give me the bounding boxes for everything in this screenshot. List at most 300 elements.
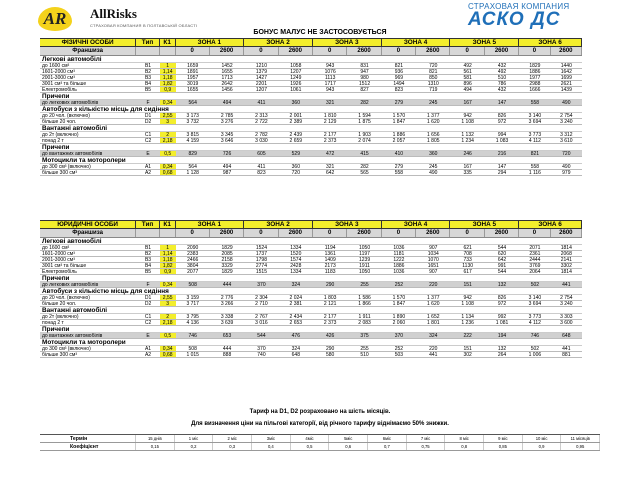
coefficient-value: 0,85	[484, 443, 523, 450]
tariff-value: 1 620	[427, 119, 440, 124]
zone-values	[244, 269, 313, 274]
zone-values	[450, 63, 519, 68]
row-k1: 2,18	[160, 320, 176, 325]
tariff-value: 2 313	[255, 113, 268, 118]
term-value: 2 міс	[213, 435, 252, 442]
tariff-value: 2068	[560, 251, 572, 256]
tariff-value: 827	[360, 87, 369, 92]
tariff-value: 441	[429, 352, 438, 357]
tariff-value: 245	[429, 100, 438, 105]
tariff-value: 3 016	[255, 320, 268, 325]
zone-values	[519, 164, 582, 169]
tariff-value: 279	[394, 100, 404, 105]
tariff-value: 411	[257, 100, 266, 105]
zone-values	[450, 320, 519, 325]
row-name: до 1600 см³	[42, 63, 70, 68]
zone-header: ЗОНА 2	[244, 39, 313, 46]
zone-values	[313, 282, 382, 287]
tariff-value: 942	[463, 113, 472, 118]
row-k1: 1	[160, 245, 176, 250]
franchise-value: 0	[519, 229, 550, 237]
tariff-value: 2 177	[323, 314, 337, 319]
tariff-value: 494	[222, 164, 232, 169]
tariff-value: 1197	[359, 251, 370, 256]
franchise-value: 2600	[494, 230, 509, 236]
zone-values	[382, 352, 451, 357]
tariff-value: 1 006	[528, 352, 542, 357]
zone-values	[382, 301, 451, 306]
row-type: F	[146, 282, 150, 287]
franchise-pair	[382, 229, 451, 237]
zone-values	[244, 333, 313, 338]
zone-values	[519, 69, 582, 74]
zone-values	[450, 69, 519, 74]
tariff-value: 726	[222, 151, 232, 156]
tariff-value: 494	[463, 87, 472, 92]
zone-values	[176, 314, 245, 319]
tariff-value: 321	[326, 100, 335, 105]
tariff-value: 1 083	[495, 138, 509, 143]
tariff-value: 1515	[255, 269, 267, 274]
zone-values	[244, 301, 313, 306]
legal-persons-table	[40, 220, 582, 358]
row-type: B3	[144, 75, 152, 80]
tariff-value: 1713	[221, 75, 233, 80]
franchise-pair	[176, 229, 245, 237]
zone-values	[382, 151, 451, 156]
zone-values	[176, 269, 245, 274]
tariff-value: 1 570	[392, 295, 406, 300]
zone-values	[450, 138, 519, 143]
blank-cell	[136, 47, 160, 55]
zone-values	[382, 245, 451, 250]
row-name: 3001 см³ та більше	[42, 263, 87, 268]
tariff-value: 1 890	[392, 314, 406, 319]
tariff-value: 1113	[324, 75, 336, 80]
row-type: F	[146, 100, 150, 105]
row-type: C1	[144, 132, 152, 137]
tariff-value: 360	[291, 164, 300, 169]
row-k1: 1	[160, 63, 176, 68]
zone-values	[382, 346, 451, 351]
tariff-value: 1814	[560, 245, 572, 250]
tariff-value: 1181	[393, 251, 405, 256]
tariff-value: 3 240	[560, 301, 573, 306]
term-value: 11 місяців	[561, 435, 600, 442]
tariff-value: 490	[429, 170, 438, 175]
franchise-value: 2600	[357, 48, 371, 54]
tariff-value: 3 140	[528, 295, 542, 300]
zone-values	[519, 295, 582, 300]
tariff-value: 2 373	[323, 320, 337, 325]
zone-values	[450, 282, 519, 287]
tariff-value: 1494	[393, 81, 405, 86]
tariff-value: 2 767	[255, 314, 268, 319]
tariff-value: 2 782	[255, 132, 268, 137]
tariff-value: 324	[291, 282, 300, 287]
tariff-value: 1829	[221, 269, 233, 274]
zone-values	[450, 75, 519, 80]
zone-header: ЗОНА 2	[244, 221, 313, 228]
tariff-value: 1334	[290, 269, 302, 274]
zone-values	[519, 63, 582, 68]
tariff-value: 3 694	[528, 301, 542, 306]
zone-values	[519, 263, 582, 268]
tariff-value: 3 694	[528, 119, 542, 124]
tariff-value: 936	[394, 69, 404, 74]
zone-values	[176, 151, 245, 156]
zone-values	[382, 132, 451, 137]
row-name: до 300 см³ (включно)	[42, 164, 91, 169]
term-label: Термін	[40, 435, 136, 442]
row-name: 2001-3000 см³	[42, 257, 75, 262]
tariff-value: 733	[463, 257, 472, 262]
franchise-label: Франшиза	[40, 47, 136, 55]
row-name: до легкових автомобілів	[42, 100, 99, 105]
franchise-value: 0	[244, 47, 278, 55]
bonus-malus-note: БОНУС МАЛУС НЕ ЗАСТОСОВУЄТЬСЯ	[253, 29, 387, 36]
tariff-value: 1061	[290, 87, 302, 92]
zone-values	[313, 295, 382, 300]
tariff-value: 494	[222, 100, 232, 105]
tariff-value: 1456	[221, 87, 233, 92]
tariff-value: 987	[222, 170, 232, 175]
tariff-value: 1058	[290, 63, 302, 68]
tariff-value: 432	[497, 63, 507, 68]
term-row	[40, 435, 600, 443]
tariff-value: 4 112	[528, 138, 541, 143]
zone-values	[382, 164, 451, 169]
row-name: до 20 чол. (включно)	[42, 295, 90, 300]
term-value: 8 міс	[445, 435, 484, 442]
tariff-value: 335	[463, 170, 472, 175]
tariff-value: 503	[394, 352, 404, 357]
tariff-value: 1957	[187, 75, 199, 80]
tariff-value: 1130	[462, 263, 474, 268]
tariff-value: 1036	[393, 269, 405, 274]
tariff-value: 1651	[427, 263, 439, 268]
tariff-value: 3329	[221, 263, 233, 268]
coefficient-value: 0,9	[523, 443, 562, 450]
tariff-value: 220	[429, 346, 438, 351]
tariff-value: 1 801	[427, 320, 440, 325]
tariff-value: 786	[497, 81, 507, 86]
tariff-value: 564	[188, 164, 197, 169]
tariff-value: 561	[463, 69, 472, 74]
tariff-value: 1 620	[427, 301, 440, 306]
category-title: Легкові автомобілі	[40, 238, 582, 245]
tariff-value: 167	[463, 100, 472, 105]
section-title: ЮРИДИЧНІ ОСОБИ	[40, 221, 136, 228]
tariff-value: 411	[257, 164, 266, 169]
zone-values	[313, 314, 382, 319]
zone-values	[313, 87, 382, 92]
tariff-value: 3 240	[560, 119, 573, 124]
franchise-value: 0	[519, 47, 550, 55]
zone-header: ЗОНА 4	[382, 221, 451, 228]
tariff-value: 1655	[187, 87, 199, 92]
zone-values	[519, 151, 582, 156]
zone-values	[519, 257, 582, 262]
row-name: Електромобіль	[42, 87, 77, 92]
tariff-value: 426	[326, 333, 335, 338]
tariff-value: 653	[222, 333, 232, 338]
zone-values	[244, 75, 313, 80]
zone-values	[382, 251, 451, 256]
tariff-value: 3 717	[186, 301, 199, 306]
zone-values	[382, 282, 451, 287]
franchise-pair	[313, 229, 382, 237]
zone-values	[244, 251, 313, 256]
zone-values	[450, 333, 519, 338]
term-value: 6міс	[368, 435, 407, 442]
tariff-value: 1 911	[358, 314, 371, 319]
tariff-value: 1334	[290, 245, 302, 250]
zone-header: ЗОНА 5	[450, 221, 519, 228]
blank-cell	[160, 229, 176, 237]
zone-values	[450, 251, 519, 256]
tariff-value: 222	[463, 333, 472, 338]
tariff-value: 1574	[290, 257, 302, 262]
tariff-value: 2 722	[255, 119, 268, 124]
zone-values	[382, 119, 451, 124]
zone-values	[450, 132, 519, 137]
zone-header: ЗОНА 6	[519, 39, 582, 46]
franchise-value: 2600	[288, 48, 302, 54]
coefficient-value: 0,3	[213, 443, 252, 450]
row-type: B5	[144, 87, 152, 92]
tariff-value: 2466	[187, 257, 199, 262]
tariff-value: 502	[530, 282, 540, 287]
tariff-value: 3 610	[560, 138, 573, 143]
zone-values	[176, 282, 245, 287]
tariff-value: 321	[326, 164, 335, 169]
tariff-value: 444	[222, 282, 232, 287]
franchise-value: 0	[450, 47, 484, 55]
tariff-value: 410	[394, 151, 404, 156]
tariff-value: 558	[530, 164, 540, 169]
tariff-value: 2077	[187, 269, 199, 274]
zone-values	[244, 352, 313, 357]
row-name: 1601-2000 см³	[42, 251, 75, 256]
zone-values	[313, 138, 382, 143]
tariff-value: 302	[463, 352, 472, 357]
category-title: Автобуси з кількістю місць для сидіння	[40, 106, 582, 113]
tariff-value: 490	[562, 164, 571, 169]
tariff-value: 2642	[221, 81, 233, 86]
tariff-value: 823	[257, 170, 266, 175]
type-header: Тип	[136, 39, 160, 46]
tariff-value: 3804	[187, 263, 199, 268]
tariff-value: 2 776	[220, 295, 234, 300]
tariff-value: 508	[188, 282, 197, 287]
tariff-value: 2 373	[323, 138, 337, 143]
zone-values	[450, 164, 519, 169]
tariff-value: 147	[497, 100, 507, 105]
tariff-value: 1 656	[427, 132, 440, 137]
row-name: до вантажних автомобілів	[42, 333, 103, 338]
tariff-value: 529	[291, 151, 300, 156]
tariff-value: 1737	[255, 251, 267, 256]
coefficient-value: 0,2	[175, 443, 214, 450]
zone-values	[313, 346, 382, 351]
tariff-value: 1 128	[186, 170, 199, 175]
zone-values	[450, 151, 519, 156]
tariff-value: 605	[257, 151, 266, 156]
tariff-value: 510	[497, 75, 507, 80]
row-type: C1	[144, 314, 152, 319]
tariff-value: 2 304	[255, 295, 268, 300]
tariff-value: 3 600	[560, 320, 573, 325]
tariff-value: 2 754	[560, 295, 573, 300]
term-value: 15 днів	[136, 435, 175, 442]
tariff-value: 746	[530, 333, 540, 338]
tariff-value: 3 639	[220, 320, 234, 325]
tariff-value: 2 024	[289, 295, 303, 300]
tariff-value: 3 773	[528, 314, 542, 319]
tariff-value: 1886	[529, 69, 541, 74]
zone-values	[519, 301, 582, 306]
tariff-value: 360	[291, 100, 300, 105]
zone-values	[244, 257, 313, 262]
zone-values	[382, 81, 451, 86]
franchise-value: 0	[313, 47, 347, 55]
tariff-value: 943	[326, 87, 335, 92]
zone-values	[244, 164, 313, 169]
zone-values	[313, 100, 382, 105]
k1-header: К1	[160, 221, 176, 228]
tariff-value: 2 434	[289, 314, 303, 319]
coefficient-value: 0,7	[368, 443, 407, 450]
row-type: B5	[144, 269, 152, 274]
zone-values	[519, 352, 582, 357]
tariff-value: 1 570	[392, 113, 406, 118]
tariff-value: 264	[497, 352, 507, 357]
tariff-value: 642	[326, 170, 335, 175]
row-type: B1	[144, 245, 152, 250]
zone-values	[244, 132, 313, 137]
tariff-value: 1 875	[358, 119, 371, 124]
coefficient-value: 0,4	[252, 443, 291, 450]
zone-values	[519, 75, 582, 80]
discount-note: Для визначення ціни на пільгові категорії, від річного тарифу віднімаємо 50% знижки.	[191, 421, 449, 427]
row-k1: 0,34	[160, 282, 176, 287]
tariff-value: 708	[463, 251, 472, 256]
tariff-value: 415	[360, 151, 369, 156]
zone-values	[176, 245, 245, 250]
row-k1: 2,18	[160, 138, 176, 143]
zone-values	[519, 245, 582, 250]
tariff-value: 360	[429, 151, 438, 156]
tariff-value: 2383	[187, 251, 199, 256]
zone-values	[382, 269, 451, 274]
coefficient-label: Коефіцієнт	[40, 443, 136, 450]
tariff-value: 992	[497, 314, 507, 319]
franchise-value: 2600	[494, 48, 509, 54]
tariff-value: 1829	[529, 63, 541, 68]
tariff-value: 720	[429, 63, 438, 68]
physical-persons-table	[40, 38, 582, 176]
zone-values	[313, 352, 382, 357]
row-type: A2	[144, 352, 152, 357]
tariff-value: 1 377	[427, 113, 440, 118]
zone-values	[382, 75, 451, 80]
category-title: Автобуси з кількістю місць для сидіння	[40, 288, 582, 295]
tariff-value: 1076	[324, 69, 336, 74]
zone-values	[313, 69, 382, 74]
row-k1: 0,68	[160, 352, 176, 357]
zone-values	[519, 282, 582, 287]
brand-name: AllRisks	[90, 6, 137, 21]
tariff-value: 492	[497, 69, 507, 74]
zone-values	[313, 257, 382, 262]
zone-values	[313, 81, 382, 86]
tariff-value: 1798	[255, 257, 267, 262]
tariff-value: 492	[463, 63, 472, 68]
franchise-pair	[313, 47, 382, 55]
zone-values	[244, 282, 313, 287]
row-name: до 2т (включно)	[42, 314, 79, 319]
zone-values	[519, 251, 582, 256]
tariff-value: 1249	[290, 75, 302, 80]
zone-values	[313, 113, 382, 118]
category-title: Причепи	[40, 144, 582, 151]
row-name: до легкових автомобілів	[42, 282, 99, 287]
tariff-value: 1 810	[323, 113, 337, 118]
zone-values	[176, 295, 245, 300]
tariff-value: 831	[360, 63, 369, 68]
franchise-pair	[382, 47, 451, 55]
zone-values	[382, 314, 451, 319]
row-k1: 1,82	[160, 263, 176, 268]
tariff-value: 826	[497, 295, 507, 300]
zone-values	[176, 132, 245, 137]
tariff-value: 821	[530, 151, 540, 156]
tariff-value: 1642	[560, 69, 572, 74]
zone-values	[382, 63, 451, 68]
zone-values	[176, 69, 245, 74]
row-k1: 3	[160, 301, 176, 306]
section-title: ФІЗИЧНІ ОСОБИ	[40, 39, 136, 46]
tariff-value: 1427	[255, 75, 267, 80]
zone-values	[450, 301, 519, 306]
tariff-value: 1891	[187, 69, 199, 74]
row-k1: 0,34	[160, 346, 176, 351]
tariff-value: 1440	[560, 63, 572, 68]
row-type: D1	[144, 113, 152, 118]
zone-values	[519, 346, 582, 351]
row-type: A2	[144, 170, 152, 175]
tariff-value: 370	[257, 282, 266, 287]
zone-values	[313, 119, 382, 124]
tariff-value: 1655	[221, 69, 233, 74]
tariff-value: 1222	[393, 257, 405, 262]
zone-values	[313, 251, 382, 256]
tariff-value: 720	[562, 151, 571, 156]
zone-values	[313, 263, 382, 268]
tariff-value: 1 116	[528, 170, 541, 175]
tariff-value: 2 001	[289, 113, 303, 118]
tariff-value: 151	[463, 282, 472, 287]
row-name: понад 2 т	[42, 320, 64, 325]
zone-header: ЗОНА 5	[450, 39, 519, 46]
tariff-value: 972	[497, 119, 507, 124]
tariff-value: 1 847	[392, 301, 406, 306]
tariff-value: 370	[394, 333, 404, 338]
tariff-value: 2 439	[289, 132, 303, 137]
row-name: більше 20 чол.	[42, 119, 77, 124]
tariff-value: 245	[429, 164, 438, 169]
